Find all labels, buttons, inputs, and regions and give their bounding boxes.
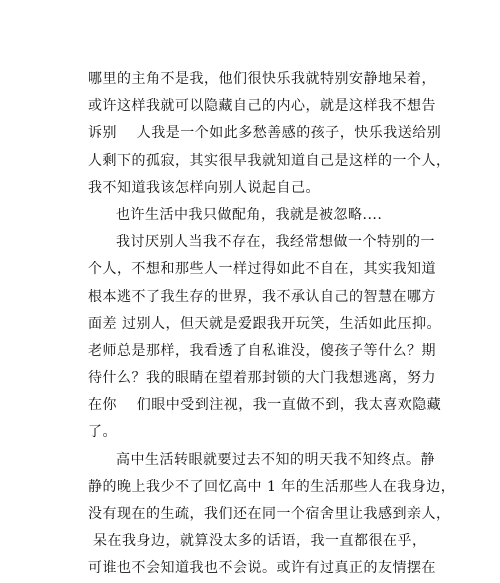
text-line: 面差 过别人，但天就是爱跟我开玩笑，生活如此压抑。 [88, 315, 441, 332]
text-line: 或许这样我就可以隐藏自己的内心，就是这样我不想告 [88, 98, 436, 115]
text-line: 在你 们眼中受到注视，我一直做不到，我太喜欢隐藏 [88, 397, 442, 414]
paragraph-start-line: 我讨厌别人当我不存在，我经常想做一个特别的一 [116, 234, 435, 251]
text-line: 诉别 人我是一个如此多愁善感的孩子，快乐我送给别 [88, 125, 442, 142]
text-line: 待什么？我的眼睛在望着那封锁的大门我想逃离，努力 [88, 370, 436, 387]
text-line: 老师总是那样，我看透了自私谁没，傻孩子等什么？期 [88, 342, 436, 359]
text-line: 哪里的主角不是我，他们很快乐我就特别安静地呆着， [88, 71, 436, 87]
paragraph-start-line: 高中生活转眼就要过去不知的明天我不知终点。静 [116, 451, 435, 468]
text-line: 静的晚上我少不了回忆高中 1 年的生活那些人在我身边， [88, 478, 456, 495]
text-line: 我不知道我该怎样向别人说起自己。 [88, 179, 320, 196]
paragraph-start-line: 也许生活中我只做配角，我就是被忽略.... [116, 206, 383, 223]
text-line: 人剩下的孤寂，其实很早我就知道自己是这样的一个人， [88, 152, 451, 169]
essay-text [88, 66, 456, 583]
text-line: 没有现在的生疏，我们还在同一个宿舍里让我感到亲人， [88, 506, 451, 522]
text-line: 可谁也不会知道我也不会说。或许有过真正的友情摆在 [88, 560, 436, 577]
text-line: 个人，不想和那些人一样过得如此不自在，其实我知道 [88, 261, 436, 278]
text-line: 了。 [88, 424, 117, 441]
text-line: 呆在我身边，就算没太多的话语，我一直都很在乎， [88, 533, 427, 550]
text-line: 根本逃不了我生存的世界，我不承认自己的智慧在哪方 [88, 288, 436, 305]
